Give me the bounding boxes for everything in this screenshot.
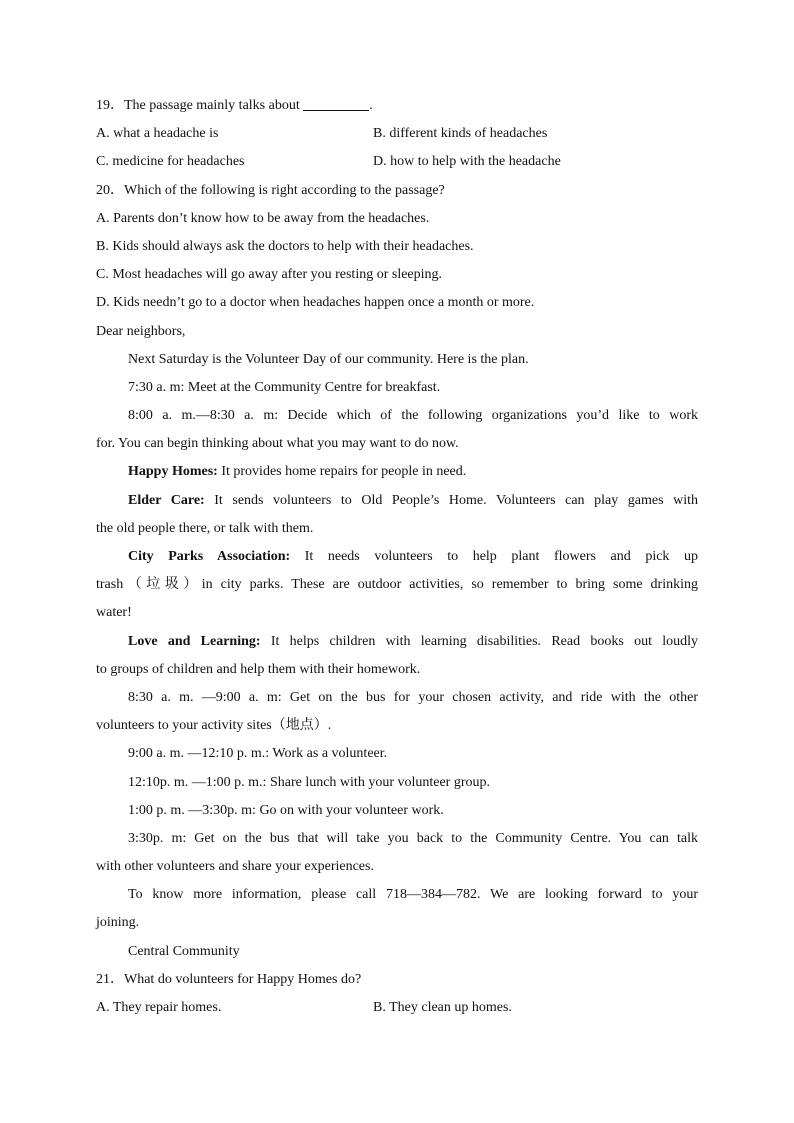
question-19-options-cd — [96, 148, 698, 176]
letter-closing: To know more information, please call 718—384—782. We are looking forward to your — [128, 887, 698, 903]
letter-greeting: Dear neighbors, — [96, 323, 186, 339]
schedule-item: 1:00 p. m. —3:30p. m: Go on with your volunteer work. — [128, 802, 444, 818]
schedule-item-continued: for. You can begin thinking about what you may want to do now. — [96, 436, 459, 452]
schedule-item: 8:30 a. m. —9:00 a. m: Get on the bus for your chosen activity, and ride with the other — [128, 689, 698, 705]
question-19-options-ab — [96, 120, 698, 148]
document-page — [96, 92, 698, 1022]
schedule-item: 3:30p. m: Get on the bus that will take you back to the Community Centre. You can talk — [128, 830, 698, 846]
option-a: A. They repair homes. — [96, 1000, 222, 1015]
question-20-stem: 20．Which of the following is right according to the passage? — [96, 182, 445, 198]
organization-elder-care-continued: the old people there, or talk with them. — [96, 520, 314, 536]
organization-love-and-learning-continued: to groups of children and help them with their homework. — [96, 661, 421, 677]
schedule-item: 7:30 a. m: Meet at the Community Centre for breakfast. — [128, 379, 441, 395]
schedule-item: 8:00 a. m.—8:30 a. m: Decide which of the following organizations you’d like to work — [128, 408, 698, 424]
organization-elder-care: Elder Care: It sends volunteers to Old People’s Home. Volunteers can play games with — [128, 492, 698, 508]
schedule-item-continued: with other volunteers and share your experiences. — [96, 859, 374, 875]
schedule-item: 9:00 a. m. —12:10 p. m.: Work as a volunteer. — [128, 746, 388, 762]
organization-happy-homes: Happy Homes: It provides home repairs for people in need. — [128, 464, 467, 480]
organization-city-parks-continued: water! — [96, 605, 132, 621]
answer-blank — [303, 96, 369, 111]
organization-city-parks-continued: trash（垃圾）in city parks. These are outdoor activities, so remember to bring some drinking — [96, 577, 698, 593]
option-d: D. how to help with the headache — [373, 154, 561, 170]
letter-intro: Next Saturday is the Volunteer Day of our community. Here is the plan. — [128, 351, 529, 367]
letter-signature: Central Community — [128, 943, 240, 959]
option-b: B. different kinds of headaches — [373, 126, 548, 142]
option-c: C. medicine for headaches — [96, 154, 245, 170]
organization-love-and-learning: Love and Learning: It helps children with learning disabilities. Read books out loudly — [128, 633, 699, 649]
question-21-stem: 21．What do volunteers for Happy Homes do? — [96, 971, 362, 987]
option-b: B. They clean up homes. — [373, 1000, 512, 1015]
question-20-option-d: D. Kids needn’t go to a doctor when headaches happen once a month or more. — [96, 295, 535, 311]
question-20-option-b: B. Kids should always ask the doctors to help with their headaches. — [96, 238, 474, 254]
schedule-item-continued: volunteers to your activity sites（地点）. — [96, 718, 332, 734]
question-20-option-a: A. Parents don’t know how to be away from the headaches. — [96, 210, 430, 226]
question-21-options-ab — [96, 994, 698, 1022]
question-20-option-c: C. Most headaches will go away after you resting or sleeping. — [96, 267, 443, 283]
organization-city-parks: City Parks Association: It needs volunteers to help plant flowers and pick up — [128, 549, 699, 564]
schedule-item: 12:10p. m. —1:00 p. m.: Share lunch with your volunteer group. — [128, 774, 491, 790]
question-19-stem: 19．The passage mainly talks about . — [96, 98, 373, 113]
option-a: A. what a headache is — [96, 126, 219, 142]
letter-closing-continued: joining. — [96, 915, 140, 931]
